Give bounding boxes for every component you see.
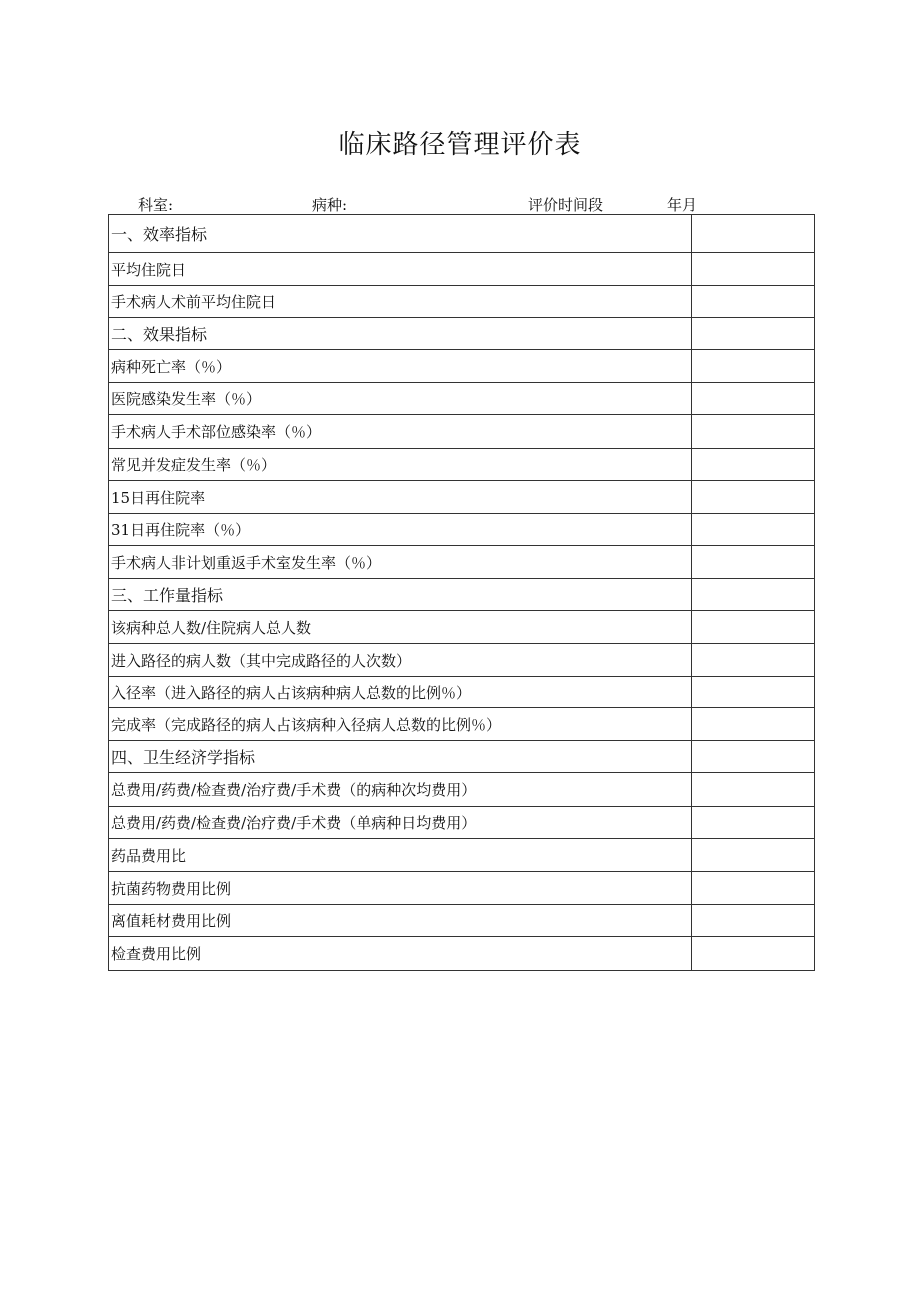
table-row xyxy=(109,415,815,449)
table-row xyxy=(109,807,815,839)
value-cell[interactable] xyxy=(692,677,815,708)
indicator-label: 检查费用比例 xyxy=(109,937,692,971)
value-cell[interactable] xyxy=(692,481,815,514)
indicator-label: 手术病人手术部位感染率（％） xyxy=(109,415,692,449)
evaluation-period-label: 评价时间段 xyxy=(528,196,604,214)
section-row-efficiency xyxy=(109,215,815,253)
table-row xyxy=(109,546,815,579)
section-row-workload xyxy=(109,579,815,611)
value-cell[interactable] xyxy=(692,579,815,611)
value-cell[interactable] xyxy=(692,350,815,383)
value-cell[interactable] xyxy=(692,611,815,644)
indicator-label: 抗菌药物费用比例 xyxy=(109,872,692,905)
value-cell[interactable] xyxy=(692,872,815,905)
section-heading: 三、工作量指标 xyxy=(109,579,692,611)
value-cell[interactable] xyxy=(692,807,815,839)
indicator-label: 该病种总人数/住院病人总人数 xyxy=(109,611,692,644)
value-cell[interactable] xyxy=(692,773,815,807)
value-cell[interactable] xyxy=(692,318,815,350)
indicator-label: 药品费用比 xyxy=(109,839,692,872)
disease-label: 病种: xyxy=(312,196,348,214)
indicator-label: 离值耗材费用比例 xyxy=(109,905,692,937)
value-cell[interactable] xyxy=(692,741,815,773)
value-cell[interactable] xyxy=(692,383,815,415)
indicator-label: 手术病人非计划重返手术室发生率（％） xyxy=(109,546,692,579)
indicator-label: 总费用/药费/检查费/治疗费/手术费（的病种次均费用） xyxy=(109,773,692,807)
table-row xyxy=(109,514,815,546)
table-row xyxy=(109,708,815,741)
table-row xyxy=(109,611,815,644)
section-heading: 一、效率指标 xyxy=(109,215,692,253)
value-cell[interactable] xyxy=(692,839,815,872)
value-cell[interactable] xyxy=(692,708,815,741)
indicator-label: 15日再住院率 xyxy=(109,481,692,514)
section-heading: 二、效果指标 xyxy=(109,318,692,350)
value-cell[interactable] xyxy=(692,253,815,286)
value-cell[interactable] xyxy=(692,937,815,971)
table-row xyxy=(109,449,815,481)
value-cell[interactable] xyxy=(692,514,815,546)
department-label: 科室: xyxy=(138,196,174,214)
value-cell[interactable] xyxy=(692,449,815,481)
year-month-label: 年月 xyxy=(667,196,698,214)
table-row xyxy=(109,644,815,677)
indicator-label: 完成率（完成路径的病人占该病种入径病人总数的比例％） xyxy=(109,708,692,741)
section-row-effect xyxy=(109,318,815,350)
table-row xyxy=(109,905,815,937)
value-cell[interactable] xyxy=(692,415,815,449)
indicator-label: 病种死亡率（％） xyxy=(109,350,692,383)
indicator-label: 平均住院日 xyxy=(109,253,692,286)
value-cell[interactable] xyxy=(692,546,815,579)
table-row xyxy=(109,937,815,971)
indicator-label: 常见并发症发生率（％） xyxy=(109,449,692,481)
section-heading: 四、卫生经济学指标 xyxy=(109,741,692,773)
table-row xyxy=(109,839,815,872)
form-title: 临床路径管理评价表 xyxy=(338,130,582,160)
indicator-label: 手术病人术前平均住院日 xyxy=(109,286,692,318)
value-cell[interactable] xyxy=(692,215,815,253)
table-row xyxy=(109,286,815,318)
indicator-label: 入径率（进入路径的病人占该病种病人总数的比例％） xyxy=(109,677,692,708)
table-row xyxy=(109,773,815,807)
table-row xyxy=(109,481,815,514)
value-cell[interactable] xyxy=(692,644,815,677)
evaluation-table xyxy=(108,214,815,971)
indicator-label: 31日再住院率（％） xyxy=(109,514,692,546)
table-row xyxy=(109,383,815,415)
indicator-label: 进入路径的病人数（其中完成路径的人次数） xyxy=(109,644,692,677)
value-cell[interactable] xyxy=(692,286,815,318)
value-cell[interactable] xyxy=(692,905,815,937)
table-row xyxy=(109,677,815,708)
table-row xyxy=(109,253,815,286)
table-row xyxy=(109,350,815,383)
section-row-health-economics xyxy=(109,741,815,773)
indicator-label: 总费用/药费/检查费/治疗费/手术费（单病种日均费用） xyxy=(109,807,692,839)
indicator-label: 医院感染发生率（％） xyxy=(109,383,692,415)
table-row xyxy=(109,872,815,905)
